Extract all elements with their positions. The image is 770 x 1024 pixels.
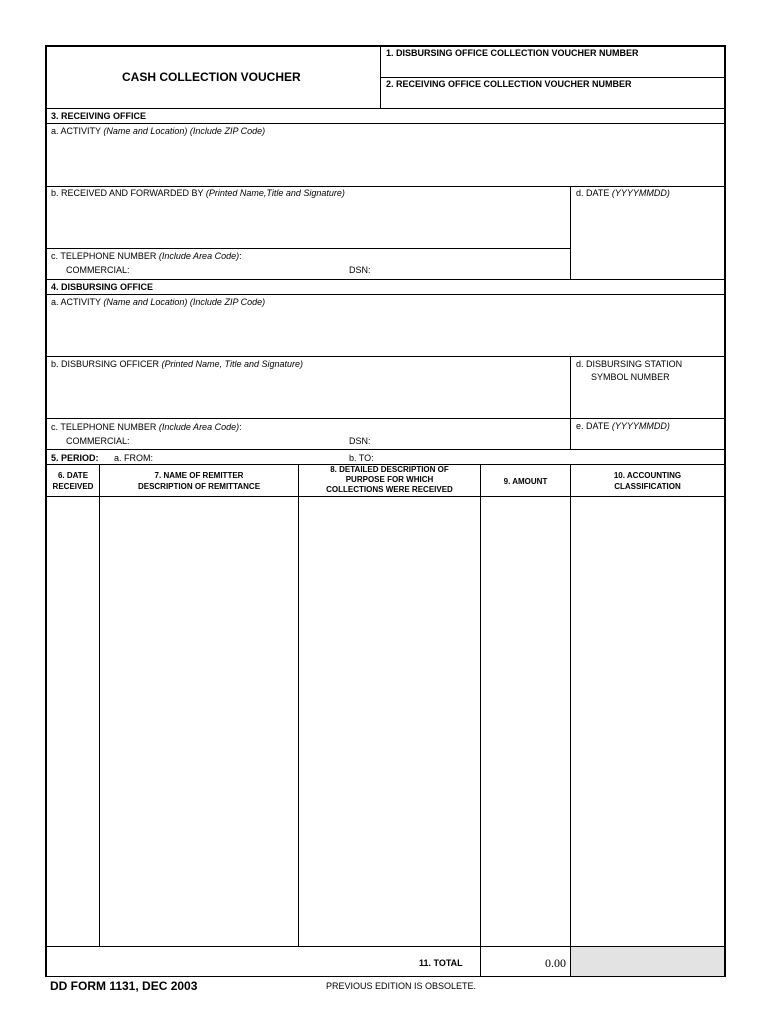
receiving-office-heading: 3. RECEIVING OFFICE <box>51 111 147 121</box>
disbursing-voucher-number-field[interactable] <box>382 60 724 76</box>
label-text: a. ACTIVITY <box>51 297 101 307</box>
date-received-column-field[interactable] <box>47 498 98 945</box>
hint-text: (Name and Location) (Include ZIP Code) <box>103 126 266 136</box>
total-amount-value: 0.00 <box>545 956 566 970</box>
label-text: d. DATE <box>576 188 610 198</box>
header-line: CLASSIFICATION <box>614 482 681 491</box>
disbursing-dsn-label: DSN: <box>349 436 371 446</box>
disbursing-date-field[interactable] <box>573 433 723 448</box>
disbursing-activity-label <box>51 297 265 308</box>
station-symbol-label-line2: SYMBOL NUMBER <box>591 372 670 382</box>
disbursing-officer-label <box>51 359 303 370</box>
disbursing-voucher-number-label: 1. DISBURSING OFFICE COLLECTION VOUCHER NUMBER <box>386 48 639 58</box>
col-accounting-header <box>571 470 724 492</box>
hint-text: (Include Area Code) <box>158 251 240 261</box>
hint-text: (Include Area Code) <box>158 422 240 432</box>
received-forwarded-field[interactable] <box>48 200 568 246</box>
label-text: e. DATE <box>576 421 610 431</box>
header-line: 10. ACCOUNTING <box>613 471 682 480</box>
receiving-date-label <box>576 188 670 199</box>
header-line: COLLECTIONS WERE RECEIVED <box>326 485 453 494</box>
col-remitter-header <box>100 470 298 492</box>
accounting-column-field[interactable] <box>572 498 723 945</box>
label-text: c. TELEPHONE NUMBER <box>51 251 157 261</box>
period-to-field[interactable] <box>380 451 720 463</box>
hint-text: (Printed Name, Title and Signature) <box>161 359 304 369</box>
label-text: c. TELEPHONE NUMBER <box>51 422 157 432</box>
remitter-column-field[interactable] <box>101 498 297 945</box>
col-date-received-header <box>47 470 99 492</box>
disbursing-office-heading: 4. DISBURSING OFFICE <box>51 282 154 292</box>
header-line: 8. DETAILED DESCRIPTION OF <box>330 465 449 474</box>
header-line: 7. NAME OF REMITTER <box>154 471 244 480</box>
receiving-dsn-field[interactable] <box>372 263 567 277</box>
col-amount-header: 9. AMOUNT <box>503 477 548 486</box>
period-from-label: a. FROM: <box>114 453 154 463</box>
disbursing-date-label <box>576 421 670 432</box>
disbursing-officer-field[interactable] <box>48 371 568 416</box>
station-symbol-field[interactable] <box>573 386 723 416</box>
obsolete-note: PREVIOUS EDITION IS OBSOLETE. <box>326 981 477 991</box>
disbursing-dsn-field[interactable] <box>372 434 567 448</box>
receiving-voucher-number-label: 2. RECEIVING OFFICE COLLECTION VOUCHER NUMBER <box>386 79 632 89</box>
header-line: DESCRIPTION OF REMITTANCE <box>137 482 261 491</box>
disbursing-commercial-field[interactable] <box>130 434 340 448</box>
period-to-label: b. TO: <box>349 453 374 463</box>
label-text: a. ACTIVITY <box>51 126 101 136</box>
colon-text: : <box>239 422 242 432</box>
header-line: RECEIVED <box>52 482 94 491</box>
form-title: CASH COLLECTION VOUCHER <box>122 70 301 84</box>
col-purpose-header <box>299 465 480 495</box>
total-label: 11. TOTAL <box>419 958 463 968</box>
receiving-commercial-field[interactable] <box>130 263 340 277</box>
header-line: 6. DATE <box>57 471 89 480</box>
hint-text: (YYYYMMDD) <box>611 188 670 198</box>
hint-text: (Name and Location) (Include ZIP Code) <box>103 297 266 307</box>
amount-column-field[interactable] <box>482 498 569 945</box>
hint-text: (YYYYMMDD) <box>611 421 670 431</box>
total-shaded-cell <box>571 947 724 976</box>
purpose-column-field[interactable] <box>300 498 479 945</box>
receiving-dsn-label: DSN: <box>349 265 371 275</box>
form-identifier: DD FORM 1131, DEC 2003 <box>50 979 198 993</box>
receiving-commercial-label: COMMERCIAL: <box>66 265 130 275</box>
label-text: b. RECEIVED AND FORWARDED BY <box>51 188 204 198</box>
received-forwarded-label <box>51 188 345 199</box>
receiving-activity-field[interactable] <box>48 138 723 184</box>
receiving-date-field[interactable] <box>573 200 723 277</box>
receiving-phone-label <box>51 251 242 262</box>
receiving-voucher-number-field[interactable] <box>382 91 724 107</box>
header-line: PURPOSE FOR WHICH <box>345 475 434 484</box>
receiving-activity-label <box>51 126 265 137</box>
disbursing-phone-label <box>51 422 242 433</box>
colon-text: : <box>239 251 242 261</box>
station-symbol-label-line1: d. DISBURSING STATION <box>576 359 683 369</box>
hint-text: (Printed Name,Title and Signature) <box>205 188 345 198</box>
disbursing-activity-field[interactable] <box>48 309 723 354</box>
label-text: b. DISBURSING OFFICER <box>51 359 160 369</box>
period-label: 5. PERIOD: <box>51 453 99 463</box>
period-from-field[interactable] <box>158 451 343 463</box>
disbursing-commercial-label: COMMERCIAL: <box>66 436 130 446</box>
